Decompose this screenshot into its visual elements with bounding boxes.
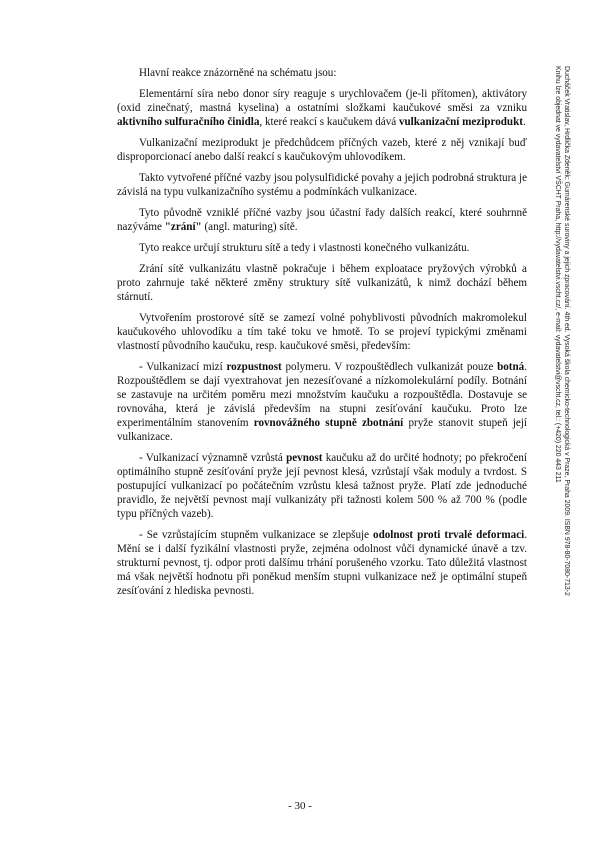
paragraph — [117, 262, 527, 304]
citation-line-2: Knihu lze objednat ve vydavatelství VŠCHT Praha, http://vydavatelstvi.vscht.cz/, e-mail: vydavatelstvi@vscht.cz, tel.: (+420) 220 443 211 — [553, 66, 561, 483]
text-run: Tyto původně vzniklé příčné vazby jsou účastní řady dalších reakcí, které souhrnně nazýváme — [117, 207, 527, 233]
paragraph — [117, 241, 527, 255]
text-run: Elementární síra nebo donor síry reaguje s urychlovačem (je-li přítomen), aktivátory (oxid zinečnatý, mastná kyselina) a ostatními složkami kaučukové směsi za vzniku — [117, 88, 527, 114]
bold-term: pevnost — [286, 452, 323, 464]
bold-term: rovnovážného stupně zbotnání — [253, 417, 404, 429]
paragraph — [117, 311, 527, 353]
text-run: Tyto reakce určují strukturu sítě a tedy i vlastnosti konečného vulkanizátu. — [139, 242, 470, 254]
text-run: Zrání sítě vulkanizátu vlastně pokračuje i během exploatace pryžových výrobků a proto zahrnuje také některé změny struktury sítě vulkanizátů, k nimž dochází během stárnutí. — [117, 263, 527, 303]
bold-term: aktivního sulfuračního činidla — [117, 116, 260, 128]
paragraph — [117, 451, 527, 521]
citation-line-1: Ducháček Vratislav, Hrdlička Zdeněk: Gumárenské suroviny a jejich zpracování. 4th ed. Vysoká škola chemicko-technologická v Praze, Praha 2009. ISBN 978-80-7080-713-2 — [563, 66, 570, 596]
text-run: - Se vzrůstajícím stupněm vulkanizace se zlepšuje — [139, 529, 374, 541]
text-run: . Mění se i další fyzikální vlastnosti pryže, zejména odolnost vůči dynamické únavě a tzv. strukturní pevnost, tj. odpor proti dalšímu trhání porušeného vzorku. Tato důležitá vlastnost má však největší hodnotu při poněkud menším stupni vulkanizace než je optimální stupeň zesíťování z hlediska pevnosti. — [117, 529, 527, 597]
page-number: - 30 - — [288, 800, 312, 812]
paragraph — [117, 206, 527, 234]
paragraph — [117, 66, 527, 80]
bold-term: vulkanizační meziprodukt — [398, 116, 523, 128]
text-run: Vulkanizační meziprodukt je předchůdcem příčných vazeb, které z něj vznikají buď disproporcionací anebo další reakcí s kaučukovým uhlovodíkem. — [117, 137, 527, 163]
bold-term: botná — [497, 361, 525, 373]
paragraph — [117, 136, 527, 164]
bold-term: "zrání" — [164, 221, 202, 233]
text-run: . — [522, 116, 526, 128]
text-run: - Vulkanizací významně vzrůstá — [139, 452, 287, 464]
paragraph — [117, 528, 527, 598]
body-text — [117, 66, 527, 605]
paragraph — [117, 360, 527, 444]
text-run: Vytvořením prostorové sítě se zamezí volné pohyblivosti původních makromolekul kaučukového uhlovodíku a tím také toku ve hmotě. To se projeví typickými změnami vlastností původního kaučuku, resp. kaučukové směsi, především: — [117, 312, 527, 352]
paragraph — [117, 171, 527, 199]
text-run: Takto vytvořené příčné vazby jsou polysulfidické povahy a jejich podrobná struktura je závislá na typu vulkanizačního systému a podmínkách vulkanizace. — [117, 172, 527, 198]
bold-term: rozpustnost — [226, 361, 282, 373]
text-run: . Rozpouštědlem se dají vyextrahovat jen nezesíťované a nízkomolekulární podíly. Botnání se zastavuje na určitém poměru mezi množstvím kaučuku a rozpouštědla. Dostavuje se rovnováha, která je závislá především na stupni zesíťování kaučuku. Proto lze experimentálním stanovením — [117, 361, 528, 429]
text-run: - Vulkanizací mizí — [139, 361, 227, 373]
text-run: polymeru. V rozpouštědlech vulkanizát pouze — [281, 361, 498, 373]
text-run: kaučuku až do určité hodnoty; po překročení optimálního stupně zesíťování pryže její pevnost klesá, vzrůstají však moduly a tvrdost. S postupující vulkanizací po počátečním vzrůstu klesá tažnost pryže. Platí zde jednoduché pravidlo, že největší pevnost mají vulkanizáty při tažnosti kolem 500 % až 700 % (podle typu příčných vazeb). — [117, 452, 527, 520]
text-run: Hlavní reakce znázorněné na schématu jsou: — [139, 67, 337, 79]
text-run: (angl. maturing) sítě. — [201, 221, 298, 233]
citation-sidenote — [553, 66, 571, 766]
text-run: pryže stanovit stupeň její vulkanizace. — [117, 417, 527, 443]
bold-term: odolnost proti trvalé deformaci — [373, 529, 525, 541]
paragraph — [117, 87, 527, 129]
text-run: , které reakcí s kaučukem dává — [259, 116, 399, 128]
